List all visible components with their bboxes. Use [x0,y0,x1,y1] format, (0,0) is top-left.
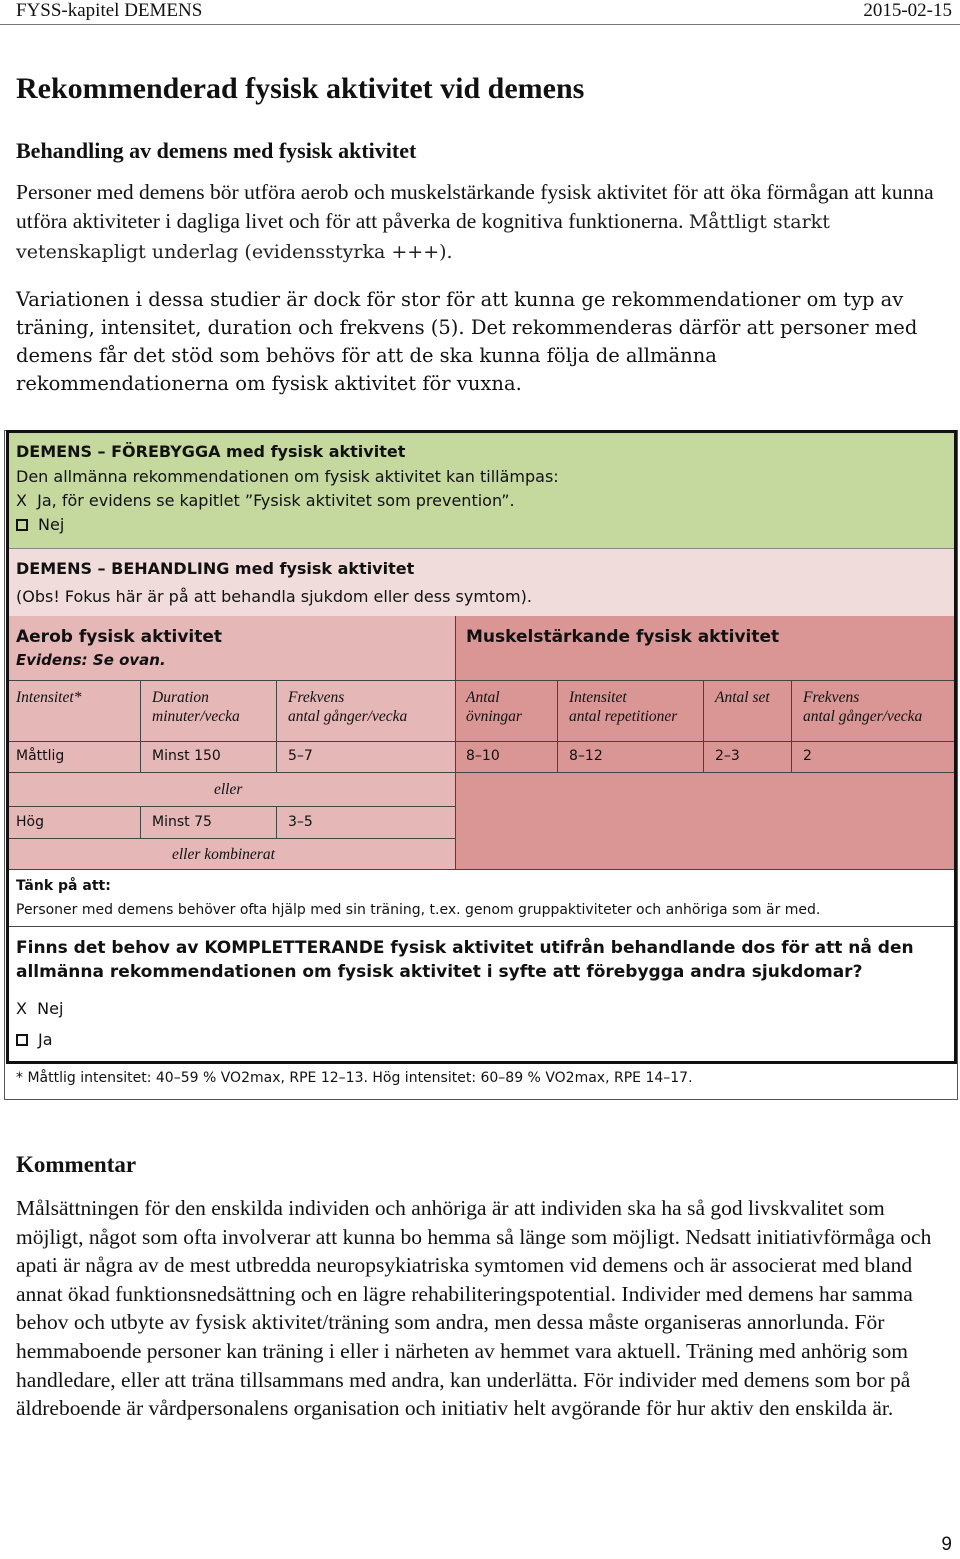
page-number: 9 [941,1534,952,1555]
intro-main-text: Personer med demens bör utföra aerob och muskelstärkande fysisk aktivitet för att öka förmågan att kunna utföra aktiviteter i dagliga livet och för att påverka de kognitiva funktionerna. [16,180,934,233]
musk-reps: 8–12 [569,748,603,764]
col-exercises-line2: övningar [466,708,522,725]
col-duration-line2: minuter/vecka [152,708,240,725]
or-combined-text: eller kombinerat [172,846,275,863]
col-duration-line1: Duration [152,689,209,706]
or-text: eller [214,781,243,798]
row2-frequency: 3–5 [288,814,313,830]
intensity-footnote: * Måttlig intensitet: 40–59 % VO2max, RPE 12–13. Hög intensitet: 60–89 % VO2max, RPE 14–17. [16,1070,693,1086]
think-label: Tänk på att: [16,878,111,894]
page-title: Rekommenderad fysisk aktivitet vid demens [16,72,585,105]
table-bottom-line [9,869,954,870]
musk-frequency: 2 [803,748,812,764]
row2-duration: Minst 75 [152,814,212,830]
complement-no-text: Nej [37,999,64,1018]
prevent-no-text: Nej [38,515,65,534]
row2-intensity: Hög [16,814,44,830]
header-divider [0,24,960,25]
think-text: Personer med demens behöver ofta hjälp med sin träning, t.ex. genom gruppaktiviteter och anhöriga som är med. [16,902,821,918]
row1-intensity: Måttlig [16,748,65,764]
prevent-yes-mark: X [16,491,27,510]
col-line-4 [703,680,704,772]
col-line-5 [791,680,792,772]
col-line-1b [140,806,141,838]
col-musk-freq-line1: Frekvens [803,689,860,706]
table-header-bottom-line [9,741,954,742]
prevent-line: Den allmänna rekommendationen om fysisk aktivitet kan tillämpas: [16,467,559,486]
prevent-heading: DEMENS – FÖREBYGGA med fysisk aktivitet [16,442,406,461]
col-line-2 [276,680,277,772]
col-duration-header [152,688,240,726]
prevent-yes-text: Ja, för evidens se kapitlet ”Fysisk aktivitet som prevention”. [37,491,515,510]
variation-paragraph: Variationen i dessa studier är dock för stor för att kunna ge rekommendationer om typ av träning, intensitet, duration och frekvens (5). Det rekommenderas därför att personer med demens får det stöd som behövs för att de ska kunna följa de allmänna rekommendationerna om fysisk aktivitet för vuxna. [16,288,918,395]
prevent-no-option [16,513,64,537]
complement-yes-option [16,1028,53,1052]
comment-title: Kommentar [16,1152,137,1177]
col-sets-header: Antal set [715,689,770,706]
running-header-title: FYSS-kapitel DEMENS [16,0,203,21]
comment-paragraph: Målsättningen för den enskilda individen och anhöriga är att individen ska ha så god livskvalitet som möjligt, något som ofta involverar att kunna bo hemma så länge som möjligt. Nedsatt initiativförmåga och apati är några av de mest utbredda neuropsykiatriska symtomen vid demens och är associerat med bland annat ökad funktionsnedsättning och en lägre rehabiliteringspotential. Individer med demens har samma behov och utbyte av fysisk aktivitet/träning som andra, men dessa måste organiseras annorlunda. För hemmaboende personer kan träning i eller i närheten av hemmet vara aktuell. Träning med anhörig som handledare, eller att träna tillsammans med andra, kan underlätta. För individer med demens som bor på äldreboende är vårdpersonalens organisation och initiativ helt avgörande för hur aktiv den enskilda är. [16,1196,932,1421]
prevent-yes-option [16,489,515,513]
col-freq-line2: antal gånger/vecka [288,708,408,725]
complement-yes-text: Ja [38,1030,53,1049]
musk-exercises: 8–10 [466,748,500,764]
think-divider [9,926,954,927]
row1-frequency: 5–7 [288,748,313,764]
col-freq-line1: Frekvens [288,689,345,706]
treat-heading: DEMENS – BEHANDLING med fysisk aktivitet [16,559,415,578]
row1-duration: Minst 150 [152,748,221,764]
evidence-text: Måttligt starkt vetenskapligt underlag (evidensstyrka +++). [16,211,830,263]
col-freq-header [288,688,407,726]
section-title: Behandling av demens med fysisk aktivitet [16,138,417,163]
muscle-heading: Muskelstärkande fysisk aktivitet [466,627,780,647]
col-reps-header [569,688,677,726]
complement-question: Finns det behov av KOMPLETTERANDE fysisk aktivitet utifrån behandlande dos för att nå den allmänna rekommendationen om fysisk aktivitet i syfte att förebygga andra sjukdomar? [16,938,914,982]
col-intensity-header: Intensitet* [16,689,82,706]
table-row2-top-line [9,806,455,807]
col-line-2b [276,806,277,838]
col-musk-freq-header [803,688,922,726]
table-row2-bottom-line [9,838,455,839]
col-reps-line2: antal repetitioner [569,708,678,725]
col-reps-line1: Intensitet [569,689,627,706]
complement-no-option [16,997,63,1021]
table-header-top-line [9,680,954,681]
table-row1-bottom-line [9,772,954,773]
section-divider [455,616,456,869]
aerob-evidence: Evidens: Se ovan. [16,651,166,669]
complement-no-mark: X [16,999,27,1018]
treat-note: (Obs! Fokus här är på att behandla sjukdom eller dess symtom). [16,587,532,606]
running-header-date: 2015-02-15 [863,0,952,21]
checkbox-icon [16,1034,28,1046]
col-line-1 [140,680,141,772]
col-exercises-header [466,688,522,726]
col-line-3 [557,680,558,772]
aerob-heading: Aerob fysisk aktivitet [16,627,223,647]
intro-paragraph [16,178,936,267]
col-exercises-line1: Antal [466,689,500,706]
col-musk-freq-line2: antal gånger/vecka [803,708,923,725]
checkbox-icon [16,519,28,531]
musk-sets: 2–3 [715,748,740,764]
